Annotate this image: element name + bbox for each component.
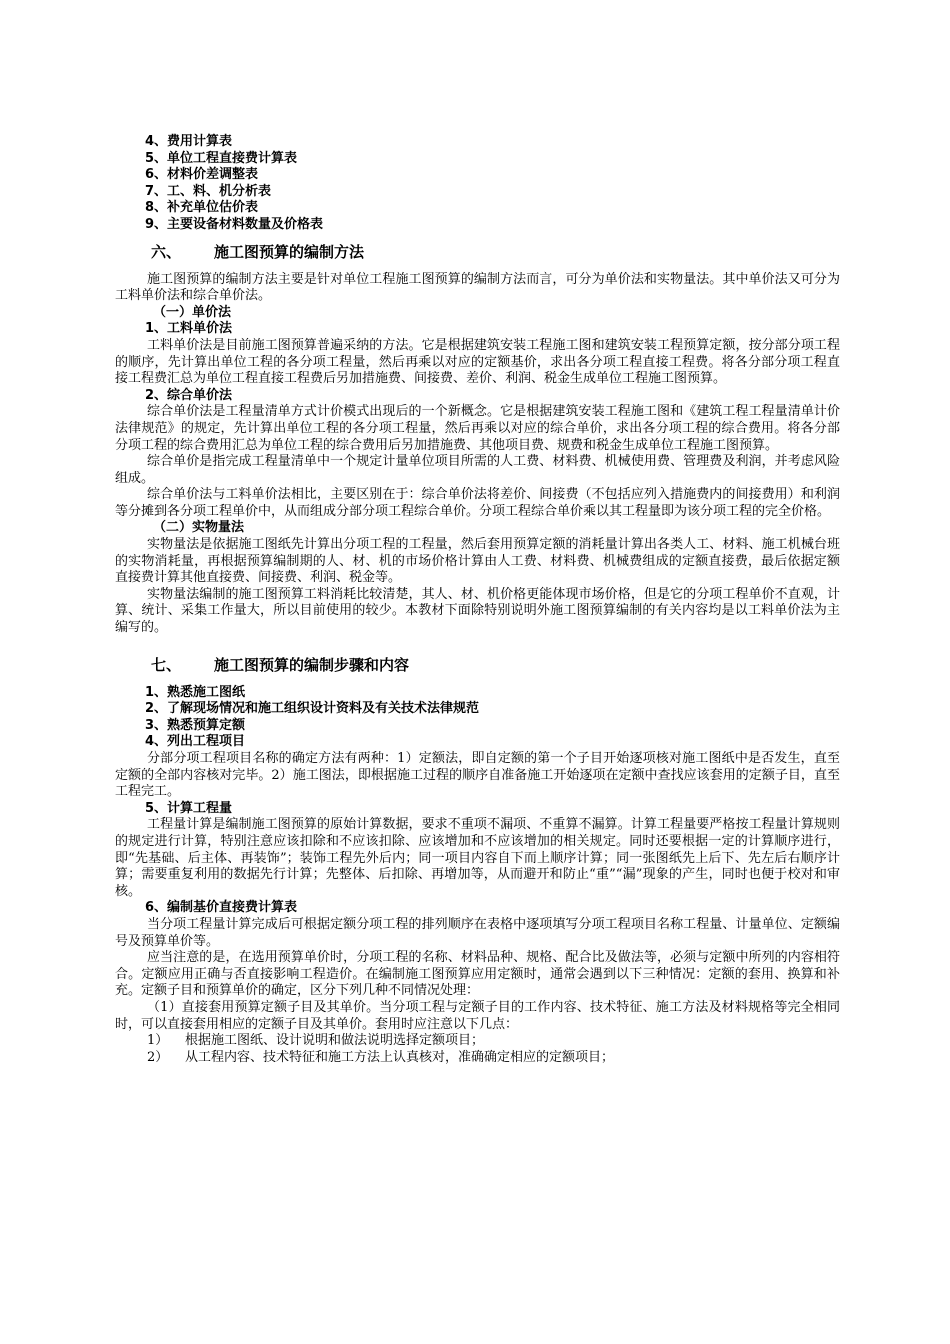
section-number: 七、 bbox=[151, 655, 182, 674]
list-item: 4、费用计算表 bbox=[145, 134, 233, 149]
paragraph: 工程量计算是编制施工图预算的原始计算数据，要求不重项不漏项、不重算不漏算。计算工程量要严格按工程量计算规则的规定进行计算，特别注意应该扣除和不应该扣除、应该增加和不应该增加的相关规定。同时还要根据一定的计算顺序进行，即“先基础、后主体、再装饰”；装饰工程先外后内；同一项目内容自下而上顺序计算；同一张图纸先上后下、先左后右顺序计算；需要重复利用的数据先行计算；先整体、后扣除、再增加等，从而避开和防止“重”“漏”现象的产生，同时也便于校对和审核。 bbox=[115, 817, 840, 899]
list-item: 9、主要设备材料数量及价格表 bbox=[145, 216, 324, 232]
paragraph: 综合单价法是工程量清单方式计价模式出现后的一个新概念。它是根据建筑安装工程施工图和《建筑工程工程量清单计价法律规范》的规定，先计算出单位工程的各分项工程量，然后再乘以对应的综合单价，求出各分项工程的综合费用。将各分部分项工程的综合费用汇总为单位工程的综合费用后另加措施费、其他项目费、规费和税金生成单位工程施工图预算。 bbox=[115, 404, 840, 453]
paragraph: 实物量法编制的施工图预算工料消耗比较清楚，其人、材、机价格更能体现市场价格，但是它的分项工程单价不直观，计算、统计、采集工作量大，所以目前使用的较少。本教材下面除特别说明外施工图预算编制的有关内容均是以工料单价法为主编写的。 bbox=[115, 586, 840, 636]
point-text: 根据施工图纸、设计说明和做法说明选择定额项目； bbox=[185, 1033, 485, 1049]
paragraph: 实物量法是依据施工图纸先计算出分项工程的工程量，然后套用预算定额的消耗量计算出各类人工、材料、施工机械台班的实物消耗量，再根据预算编制期的人、材、机的市场价格计算由人工费、材料费、机械费组成的定额直接费，最后依据定额直接费计算其他直接费、间接费、利润、税金等。 bbox=[115, 537, 840, 586]
step-heading: 4、列出工程项目 bbox=[145, 734, 246, 750]
item-heading: 1、工料单价法 bbox=[145, 321, 233, 337]
item-heading: 2、综合单价法 bbox=[145, 387, 233, 403]
numbered-point bbox=[115, 1050, 840, 1067]
paragraph: 综合单价法与工料单价法相比，主要区别在于：综合单价法将差价、间接费（不包括应列入措施费内的间接费用）和利润等分摊到各分项工程单价中，从而组成分部分项工程综合单价。分项工程综合单价乘以其工程量即为该分项工程的完全价格。 bbox=[115, 487, 840, 519]
document-page bbox=[115, 134, 840, 1066]
numbered-point bbox=[115, 1033, 840, 1050]
paragraph: 施工图预算的编制方法主要是针对单位工程施工图预算的编制方法而言，可分为单价法和实物量法。其中单价法又可分为工料单价法和综合单价法。 bbox=[115, 271, 840, 304]
subsection-heading: （一）单价法 bbox=[153, 304, 232, 320]
step-heading: 3、熟悉预算定额 bbox=[145, 717, 246, 733]
section-heading-7 bbox=[115, 655, 840, 675]
list-item: 8、补充单位估价表 bbox=[145, 200, 259, 216]
step-heading: 6、编制基价直接费计算表 bbox=[145, 900, 298, 916]
list-item: 6、材料价差调整表 bbox=[145, 167, 259, 183]
section-heading-6 bbox=[115, 242, 840, 262]
point-number: 1） bbox=[147, 1033, 169, 1049]
paragraph: （1）直接套用预算定额子目及其单价。当分项工程与定额子目的工作内容、技术特征、施工方法及材料规格等完全相同时，可以直接套用相应的定额子目及其单价。套用时应注意以下几点： bbox=[115, 999, 840, 1032]
section-title: 施工图预算的编制步骤和内容 bbox=[214, 655, 410, 674]
paragraph: 工料单价法是目前施工图预算普遍采纳的方法。它是根据建筑安装工程施工图和建筑安装工程预算定额，按分部分项工程的顺序，先计算出单位工程的各分项工程量，然后再乘以对应的定额基价，求出各分项工程直接工程费。将各分部分项工程直接工程费汇总为单位工程直接工程费后另加措施费、间接费、差价、利润、税金生成单位工程施工图预算。 bbox=[115, 337, 840, 387]
paragraph: 应当注意的是，在选用预算单价时，分项工程的名称、材料品种、规格、配合比及做法等，必须与定额中所列的内容相符合。定额应用正确与否直接影响工程造价。在编制施工图预算应用定额时，通常会遇到以下三种情况：定额的套用、换算和补充。定额子目和预算单价的确定，区分下列几种不同情况处理： bbox=[115, 950, 840, 999]
subsection-heading: （二）实物量法 bbox=[153, 520, 245, 536]
paragraph: 当分项工程量计算完成后可根据定额分项工程的排列顺序在表格中逐项填写分项工程项目名称工程量、计量单位、定额编号及预算单价等。 bbox=[115, 916, 840, 949]
step-heading: 5、计算工程量 bbox=[145, 800, 233, 816]
step-heading: 2、了解现场情况和施工组织设计资料及有关技术法律规范 bbox=[145, 701, 480, 717]
step-heading: 1、熟悉施工图纸 bbox=[145, 684, 246, 700]
list-item: 7、工、料、机分析表 bbox=[145, 183, 272, 199]
list-item: 5、单位工程直接费计算表 bbox=[145, 150, 298, 166]
point-number: 2） bbox=[147, 1049, 169, 1065]
point-text: 从工程内容、技术特征和施工方法上认真核对，准确确定相应的定额项目； bbox=[185, 1049, 615, 1065]
section-number: 六、 bbox=[151, 242, 182, 261]
paragraph: 分部分项工程项目名称的确定方法有两种：1）定额法，即自定额的第一个子目开始逐项核对施工图纸中是否发生，直至定额的全部内容核对完毕。2）施工图法，即根据施工过程的顺序自准备施工开始逐项在定额中查找应该套用的定额子目，直至工程完工。 bbox=[115, 751, 840, 800]
paragraph: 综合单价是指完成工程量清单中一个规定计量单位项目所需的人工费、材料费、机械使用费、管理费及利润，并考虑风险组成。 bbox=[115, 454, 840, 486]
section-title: 施工图预算的编制方法 bbox=[214, 242, 365, 261]
